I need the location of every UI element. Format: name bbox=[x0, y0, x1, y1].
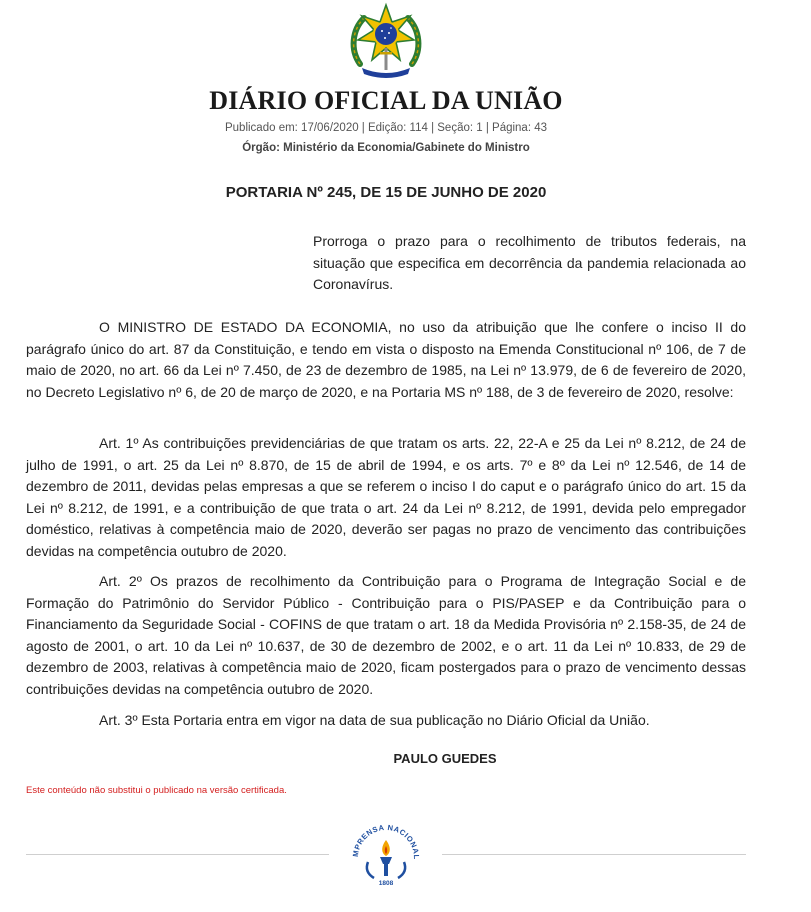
ementa-summary: Prorroga o prazo para o recolhimento de tributos federais, na situação que especifica em decorrência da pandemia relacionada ao Coronavírus. bbox=[313, 233, 746, 292]
footer-divider-left bbox=[26, 854, 329, 855]
article-1-paragraph: Art. 1º As contribuições previdenciárias de que tratam os arts. 22, 22-A e 25 da Lei nº 8.212, de 24 de julho de 1991, o art. 25 da Lei nº 8.870, de 15 de abril de 1994, e os arts. 7º e 8º da Lei nº 12.546, de 14 de dezembro de 2011, devidas pelas empresas a que se referem o inciso I do caput e o parágrafo único do art. 15 da Lei nº 8.212, de 1991, e a contribuição de que trata o art. 24 da Lei nº 8.212, de 1991, devida pelo empregador doméstico, relativas à competência maio de 2020, deverão ser pagas no prazo de vencimento das contribuições devidas na competência outubro de 2020. bbox=[26, 435, 746, 559]
article-3-paragraph: Art. 3º Esta Portaria entra em vigor na data de sua publicação no Diário Oficial da União. bbox=[99, 712, 650, 728]
document-heading: PORTARIA Nº 245, DE 15 DE JUNHO DE 2020 bbox=[225, 184, 547, 201]
imprensa-nacional-seal-icon bbox=[344, 818, 428, 888]
seal-year: 1808 bbox=[378, 880, 394, 887]
certification-disclaimer: Este conteúdo não substitui o publicado na versão certificada. bbox=[26, 785, 287, 796]
brazil-coat-of-arms-icon bbox=[346, 2, 426, 80]
issuing-body: Órgão: Ministério da Economia/Gabinete do Ministro bbox=[242, 142, 530, 154]
preamble-paragraph: O MINISTRO DE ESTADO DA ECONOMIA, no uso da atribuição que lhe confere o inciso II do parágrafo único do art. 87 da Constituição, e tendo em vista o disposto na Emenda Constitucional nº 106, de 7 de maio de 2020, no art. 66 da Lei nº 7.450, de 23 de dezembro de 1985, na Lei nº 13.979, de 6 de fevereiro de 2020, no Decreto Legislativo nº 6, de 20 de março de 2020, e na Portaria MS nº 188, de 3 de fevereiro de 2020, resolve: bbox=[26, 319, 746, 400]
footer-divider-right bbox=[442, 854, 746, 855]
seal-text: MPRENSA NACIONAL bbox=[350, 822, 422, 860]
svg-text:IMPRENSA NACIONAL bbox=[344, 818, 421, 860]
page-title: DIÁRIO OFICIAL DA UNIÃO bbox=[209, 86, 563, 115]
publication-info: Publicado em: 17/06/2020 | Edição: 114 | Seção: 1 | Página: 43 bbox=[224, 122, 548, 134]
article-2-paragraph: Art. 2º Os prazos de recolhimento da Contribuição para o Programa de Integração Social e de Formação do Patrimônio do Servidor Público - Contribuição para o PIS/PASEP e da Contribuição para o Financiamento da Seguridade Social - COFINS de que tratam o art. 18 da Medida Provisória nº 2.158-35, de 24 de agosto de 2001, o art. 10 da Lei nº 10.637, de 30 de dezembro de 2002, e o art. 11 da Lei nº 10.833, de 29 de dezembro de 2003, relativas à competência maio de 2020, ficam postergados para o prazo de vencimento dessas contribuições devidas na competência outubro de 2020. bbox=[26, 573, 746, 697]
signer-name: PAULO GUEDES bbox=[393, 751, 497, 766]
